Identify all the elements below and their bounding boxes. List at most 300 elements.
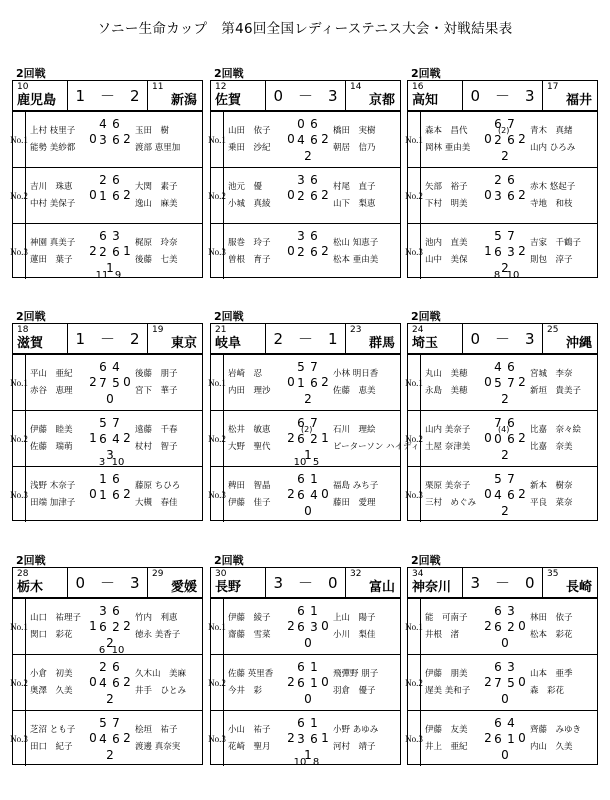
left-games: 6	[297, 716, 305, 730]
right-games: 2	[310, 432, 318, 446]
left-player-name: 佐藤 英里香	[228, 669, 274, 679]
right-player-name: 遠藤 千春	[135, 425, 178, 435]
doubles-row	[208, 223, 400, 279]
doubles-row	[10, 598, 202, 656]
third-set-games: 0	[304, 636, 312, 650]
left-games: 4	[99, 676, 107, 690]
left-player-name: 上村 枝里子	[30, 126, 76, 136]
right-games: 6	[112, 660, 120, 674]
score-value: 3	[470, 573, 481, 592]
left-player-name: 能 可南子	[425, 613, 468, 623]
right-games: 1	[310, 676, 318, 690]
third-set-games: 2	[501, 261, 509, 275]
super-tiebreak-score: 6	[98, 645, 106, 656]
score-value: 0	[470, 329, 481, 348]
right-team-name: 富山	[368, 580, 395, 595]
left-player-name: 遅美 美和子	[425, 686, 471, 696]
right-player-name: 齊藤 みゆき	[530, 725, 582, 735]
left-player-name: 栗原 美奈子	[425, 481, 471, 491]
score-dash: －	[99, 574, 115, 592]
score-dash: －	[297, 87, 313, 105]
right-player-name: 林田 依子	[530, 613, 573, 623]
score-dash: －	[297, 574, 313, 592]
right-sets-won: 0	[518, 675, 526, 689]
left-games: 7	[494, 416, 502, 430]
doubles-row	[10, 111, 202, 167]
score-value: 3	[524, 329, 535, 348]
third-set-games: 0	[106, 392, 114, 406]
left-sets-won: 2	[484, 675, 492, 689]
left-team-cell	[13, 324, 68, 353]
right-games: 7	[112, 716, 120, 730]
right-games: 6	[507, 133, 515, 147]
right-team-number: 25	[547, 325, 559, 335]
left-player-name: 小倉 初美	[30, 669, 73, 679]
left-games: 6	[494, 732, 502, 746]
left-games: 6	[297, 416, 305, 430]
score-value: 0	[273, 86, 284, 105]
right-games: 6	[112, 732, 120, 746]
left-sets-won: 0	[89, 675, 97, 689]
right-player-name: 比嘉 奈美	[530, 442, 573, 452]
left-player-name: 永島 美穂	[425, 386, 468, 396]
super-tiebreak-score: 10	[506, 270, 520, 281]
right-games: 6	[310, 229, 318, 243]
left-player-name: 矢部 裕子	[425, 182, 468, 192]
left-team-name: 埼玉	[412, 336, 439, 351]
round-label: 2回戦	[16, 310, 46, 323]
match-header	[211, 81, 400, 111]
right-games: 7	[112, 416, 120, 430]
left-player-name: 岩崎 忍	[228, 369, 263, 379]
right-team-cell	[345, 324, 400, 353]
left-team-number: 30	[215, 569, 227, 579]
left-sets-won: 2	[484, 619, 492, 633]
left-games: 3	[99, 604, 107, 618]
left-sets-won: 2	[287, 619, 295, 633]
team-score	[266, 324, 345, 353]
match-table	[210, 80, 401, 278]
left-team-number: 21	[215, 325, 227, 335]
doubles-row	[405, 223, 597, 281]
left-games: 6	[99, 229, 107, 243]
left-team-name: 佐賀	[215, 93, 242, 108]
left-team-number: 16	[412, 82, 424, 92]
right-games: 7	[507, 472, 515, 486]
right-games: 1	[310, 716, 318, 730]
left-sets-won: 0	[89, 188, 97, 202]
right-player-name: 大関 素子	[135, 182, 178, 192]
right-games: 4	[112, 360, 120, 374]
right-sets-won: 2	[518, 188, 526, 202]
right-team-name: 東京	[170, 336, 197, 351]
left-player-name: 井根 渚	[425, 630, 460, 640]
left-games: 6	[494, 245, 502, 259]
doubles-row	[405, 466, 597, 522]
round-label: 2回戦	[411, 310, 441, 323]
score-value: 1	[75, 86, 86, 105]
score-value: 2	[129, 329, 140, 348]
right-player-name: 青木 真緒	[530, 126, 573, 136]
row-number: No.2	[13, 411, 26, 466]
round-label: 2回戦	[411, 554, 441, 567]
doubles-row	[208, 410, 420, 468]
row-number: No.3	[13, 711, 26, 766]
right-games: 6	[112, 245, 120, 259]
right-sets-won: 2	[518, 431, 526, 445]
left-team-number: 28	[17, 569, 29, 579]
left-games: 6	[99, 432, 107, 446]
tiebreak-score: (2)	[301, 425, 313, 434]
left-player-name: 田端 加津子	[30, 498, 76, 508]
right-player-name: 渡邊 真奈実	[135, 742, 181, 752]
left-player-name: 齋藤 雪菜	[228, 630, 271, 640]
left-sets-won: 0	[484, 375, 492, 389]
right-sets-won: 2	[123, 188, 131, 202]
row-number: No.1	[408, 355, 421, 410]
match-header	[408, 81, 597, 111]
right-player-name: 朝居 信乃	[333, 143, 376, 153]
left-team-name: 神奈川	[412, 580, 452, 595]
round-label: 2回戦	[411, 67, 441, 80]
left-player-name: 伊藤 睦美	[30, 425, 73, 435]
third-set-games: 2	[501, 149, 509, 163]
score-value: 3	[327, 86, 338, 105]
third-set-games: 2	[106, 692, 114, 706]
left-games: 6	[297, 472, 305, 486]
super-tiebreak-score: 10	[111, 645, 125, 656]
third-set-games: 0	[501, 692, 509, 706]
row-number: No.1	[13, 355, 26, 410]
right-games: 1	[310, 604, 318, 618]
right-sets-won: 2	[321, 244, 329, 258]
row-number: No.2	[211, 168, 224, 223]
left-games: 6	[494, 604, 502, 618]
row-number: No.2	[13, 168, 26, 223]
right-games: 6	[310, 189, 318, 203]
doubles-row	[10, 223, 202, 281]
right-player-name: 竹内 利恵	[135, 613, 178, 623]
super-tiebreak-score: 10	[111, 457, 125, 468]
doubles-row	[208, 710, 400, 768]
left-player-name: 佐藤 瑞萌	[30, 442, 73, 452]
right-player-name: 石川 理絵	[333, 425, 376, 435]
right-games: 5	[112, 376, 120, 390]
third-set-games: 1	[304, 448, 312, 462]
right-sets-won: 2	[321, 375, 329, 389]
doubles-row	[405, 167, 597, 223]
left-games: 5	[494, 472, 502, 486]
left-sets-won: 2	[287, 487, 295, 501]
right-games: 3	[310, 620, 318, 634]
right-team-number: 23	[350, 325, 362, 335]
left-games: 6	[297, 604, 305, 618]
score-value: 3	[129, 573, 140, 592]
left-player-name: 丸山 美穂	[425, 369, 468, 379]
super-tiebreak-score: 9	[114, 270, 122, 281]
doubles-row	[208, 466, 400, 522]
left-player-name: 伊藤 朋美	[425, 669, 468, 679]
left-player-name: 神園 真美子	[30, 238, 76, 248]
left-team-cell	[211, 81, 266, 110]
right-team-number: 35	[547, 569, 559, 579]
match-table	[208, 567, 401, 768]
super-tiebreak-score: 5	[312, 457, 320, 468]
right-games: 3	[112, 229, 120, 243]
right-player-name: 赤木 悠起子	[530, 182, 576, 192]
right-team-name: 京都	[368, 93, 395, 108]
right-games: 6	[310, 173, 318, 187]
left-player-name: 奥澤 久美	[30, 686, 73, 696]
left-player-name: 平山 亜紀	[30, 369, 73, 379]
left-games: 2	[99, 660, 107, 674]
page-title: ソニー生命カップ 第46回全国レディーステニス大会・対戦結果表	[97, 21, 513, 37]
third-set-games: 0	[501, 636, 509, 650]
match-header	[13, 81, 202, 111]
row-number: No.1	[13, 112, 26, 167]
third-set-games: 2	[501, 392, 509, 406]
right-player-name: 井手 ひとみ	[135, 686, 187, 696]
right-sets-won: 2	[123, 431, 131, 445]
left-team-cell	[13, 81, 68, 110]
left-player-name: 今井 彩	[228, 686, 263, 696]
left-player-name: 曽根 育子	[228, 255, 271, 265]
left-games: 6	[297, 660, 305, 674]
right-player-name: 梶原 玲奈	[135, 238, 178, 248]
row-number: No.1	[211, 112, 224, 167]
match-table	[407, 323, 598, 521]
right-games: 2	[112, 620, 120, 634]
right-games: 6	[507, 416, 515, 430]
right-sets-won: 2	[123, 731, 131, 745]
left-team-name: 滋賀	[17, 336, 44, 351]
left-games: 7	[494, 676, 502, 690]
left-games: 5	[99, 416, 107, 430]
right-sets-won: 0	[321, 675, 329, 689]
right-games: 3	[507, 660, 515, 674]
left-sets-won: 2	[89, 375, 97, 389]
super-tiebreak-score: 11	[95, 270, 109, 281]
left-player-name: 森本 昌代	[425, 126, 468, 136]
left-games: 5	[99, 716, 107, 730]
third-set-games: 2	[501, 448, 509, 462]
match-header	[408, 568, 597, 598]
right-player-name: 松本 彩花	[530, 630, 573, 640]
left-games: 3	[494, 189, 502, 203]
row-number: No.3	[13, 224, 26, 279]
right-games: 3	[507, 604, 515, 618]
score-value: 3	[524, 86, 535, 105]
right-team-number: 14	[350, 82, 362, 92]
third-set-games: 2	[106, 636, 114, 650]
left-games: 6	[99, 620, 107, 634]
right-team-number: 17	[547, 82, 559, 92]
right-player-name: 新本 樹奈	[530, 481, 573, 491]
score-value: 1	[75, 329, 86, 348]
left-player-name: 池元 優	[228, 182, 263, 192]
doubles-row	[208, 354, 400, 410]
left-sets-won: 0	[287, 132, 295, 146]
left-sets-won: 1	[89, 431, 97, 445]
right-team-cell	[542, 81, 597, 110]
right-player-name: 吉家 千鶴子	[530, 238, 582, 248]
right-player-name: 新垣 貴美子	[530, 386, 582, 396]
left-games: 6	[494, 716, 502, 730]
left-team-name: 岐阜	[215, 336, 242, 351]
right-player-name: 後藤 朋子	[135, 369, 178, 379]
third-set-games: 1	[304, 748, 312, 762]
match-table	[12, 567, 203, 765]
right-games: 6	[112, 189, 120, 203]
row-number: No.3	[211, 711, 224, 766]
left-games: 3	[297, 173, 305, 187]
row-number: No.1	[211, 355, 224, 410]
round-label: 2回戦	[16, 67, 46, 80]
right-games: 6	[112, 133, 120, 147]
score-dash: －	[494, 330, 510, 348]
right-sets-won: 0	[518, 731, 526, 745]
left-games: 2	[99, 245, 107, 259]
left-sets-won: 2	[287, 731, 295, 745]
doubles-row	[10, 654, 202, 710]
left-player-name: 下村 明美	[425, 199, 468, 209]
right-player-name: 藤田 愛理	[333, 498, 376, 508]
third-set-games: 2	[106, 748, 114, 762]
left-player-name: 伊藤 綾子	[228, 613, 271, 623]
left-games: 6	[297, 432, 305, 446]
left-player-name: 芝沼 とも子	[30, 725, 76, 735]
right-player-name: 徳永 美香子	[135, 630, 181, 640]
left-player-name: 井上 亜紀	[425, 742, 468, 752]
right-player-name: 飛彈野 朋子	[333, 669, 379, 679]
team-score	[463, 81, 542, 110]
left-player-name: 松井 敏恵	[228, 425, 271, 435]
right-player-name: 久木山 美麻	[135, 669, 187, 679]
left-games: 6	[494, 660, 502, 674]
right-sets-won: 2	[518, 375, 526, 389]
left-player-name: 浅野 木奈子	[30, 481, 76, 491]
left-player-name: 中村 美保子	[30, 199, 76, 209]
right-games: 1	[310, 472, 318, 486]
left-team-number: 12	[215, 82, 227, 92]
left-player-name: 三村 めぐみ	[425, 498, 477, 508]
right-player-name: 玉田 樹	[135, 126, 170, 136]
right-games: 6	[112, 173, 120, 187]
left-sets-won: 0	[89, 731, 97, 745]
left-games: 5	[494, 229, 502, 243]
right-player-name: 小林 明日香	[333, 369, 379, 379]
right-games: 4	[112, 432, 120, 446]
row-number: No.1	[408, 599, 421, 654]
left-games: 0	[494, 432, 502, 446]
right-player-name: 山内 ひろみ	[530, 143, 576, 153]
left-sets-won: 0	[484, 431, 492, 445]
team-score	[266, 81, 345, 110]
right-player-name: 山本 亜季	[530, 669, 573, 679]
right-player-name: 佐藤 恵美	[333, 386, 376, 396]
right-sets-won: 2	[123, 132, 131, 146]
right-player-name: 逸山 麻美	[135, 199, 178, 209]
left-games: 5	[297, 360, 305, 374]
left-team-cell	[211, 324, 266, 353]
right-player-name: 小野 あゆみ	[333, 725, 379, 735]
left-games: 4	[494, 488, 502, 502]
match-table	[407, 567, 598, 765]
third-set-games: 2	[501, 504, 509, 518]
right-games: 6	[310, 245, 318, 259]
row-number: No.2	[408, 655, 421, 710]
left-team-number: 18	[17, 325, 29, 335]
round-label: 2回戦	[16, 554, 46, 567]
right-team-number: 32	[350, 569, 362, 579]
left-games: 1	[297, 376, 305, 390]
right-player-name: 比嘉 奈々絵	[530, 425, 582, 435]
right-games: 6	[507, 189, 515, 203]
third-set-games: 1	[106, 261, 114, 275]
right-team-name: 新潟	[170, 93, 197, 108]
left-games: 6	[99, 360, 107, 374]
left-games: 5	[494, 376, 502, 390]
right-player-name: 宮下 華子	[135, 386, 178, 396]
left-sets-won: 0	[287, 244, 295, 258]
left-games: 6	[297, 620, 305, 634]
left-sets-won: 0	[484, 188, 492, 202]
score-dash: －	[297, 330, 313, 348]
right-team-cell	[542, 568, 597, 597]
left-sets-won: 0	[287, 188, 295, 202]
right-sets-won: 0	[518, 619, 526, 633]
right-team-cell	[147, 324, 202, 353]
left-games: 6	[494, 620, 502, 634]
team-score	[68, 324, 147, 353]
left-team-number: 34	[412, 569, 424, 579]
right-player-name: 小川 梨佳	[333, 630, 376, 640]
left-player-name: 山田 依子	[228, 126, 271, 136]
team-score	[68, 568, 147, 597]
match-header	[211, 568, 400, 598]
left-games: 2	[494, 173, 502, 187]
right-sets-won: 1	[123, 244, 131, 258]
right-sets-won: 2	[123, 487, 131, 501]
right-team-name: 愛媛	[170, 580, 197, 595]
score-dash: －	[494, 87, 510, 105]
left-player-name: 山内 美奈子	[425, 425, 471, 435]
score-dash: －	[99, 87, 115, 105]
round-label: 2回戦	[214, 67, 244, 80]
right-games: 7	[310, 416, 318, 430]
row-number: No.2	[408, 411, 421, 466]
right-games: 7	[507, 376, 515, 390]
row-number: No.2	[211, 655, 224, 710]
third-set-games: 0	[304, 504, 312, 518]
row-number: No.3	[408, 467, 421, 522]
left-team-number: 24	[412, 325, 424, 335]
doubles-row	[405, 410, 597, 466]
right-sets-won: 1	[321, 431, 329, 445]
right-games: 4	[310, 488, 318, 502]
right-player-name: 橋田 実樹	[333, 126, 376, 136]
right-team-name: 長崎	[565, 580, 592, 595]
third-set-games: 2	[304, 149, 312, 163]
right-games: 6	[507, 432, 515, 446]
row-number: No.3	[408, 711, 421, 766]
right-player-name: 杖村 智子	[135, 442, 178, 452]
right-team-cell	[345, 568, 400, 597]
left-sets-won: 2	[89, 244, 97, 258]
left-sets-won: 2	[484, 731, 492, 745]
left-player-name: 山口 祐理子	[30, 613, 82, 623]
row-number: No.2	[211, 411, 224, 466]
